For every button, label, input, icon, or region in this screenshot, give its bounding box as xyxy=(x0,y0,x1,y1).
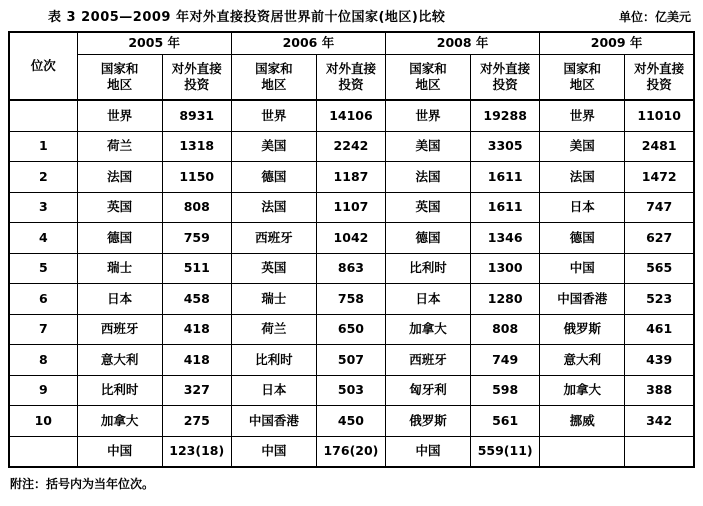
subheader-line1: 国家和 xyxy=(563,61,602,77)
table-row xyxy=(9,314,694,345)
cell-country: 中国 xyxy=(77,436,162,467)
cell-value: 559(11) xyxy=(471,436,540,467)
cell-country: 英国 xyxy=(77,192,162,223)
cell-value: 565 xyxy=(625,253,694,284)
cell-country: 西班牙 xyxy=(386,345,471,376)
cell-value: 1318 xyxy=(162,131,231,162)
subheader-line1: 对外直接 xyxy=(171,61,222,77)
cell-value: 275 xyxy=(162,406,231,437)
cell-value: 1300 xyxy=(471,253,540,284)
table-row xyxy=(9,253,694,284)
cell-value: 3305 xyxy=(471,131,540,162)
cell-country: 法国 xyxy=(77,162,162,193)
cell-value: 503 xyxy=(316,375,385,406)
table-row xyxy=(9,100,694,131)
row-rank: 5 xyxy=(9,253,77,284)
cell-value: 758 xyxy=(316,284,385,315)
subheader-value-2006 xyxy=(316,54,385,100)
cell-value: 1187 xyxy=(316,162,385,193)
cell-country: 世界 xyxy=(77,100,162,131)
cell-value: 507 xyxy=(316,345,385,376)
cell-country: 日本 xyxy=(386,284,471,315)
cell-value: 650 xyxy=(316,314,385,345)
cell-value: 2481 xyxy=(625,131,694,162)
table-title-row xyxy=(8,6,695,25)
cell-country: 加拿大 xyxy=(386,314,471,345)
cell-value: 458 xyxy=(162,284,231,315)
subheader-line2: 投资 xyxy=(184,76,210,92)
cell-value: 1042 xyxy=(316,223,385,254)
cell-value: 1346 xyxy=(471,223,540,254)
cell-value: 342 xyxy=(625,406,694,437)
table-row xyxy=(9,131,694,162)
table-header xyxy=(9,32,694,100)
table-row xyxy=(9,375,694,406)
cell-value xyxy=(625,436,694,467)
cell-country: 匈牙利 xyxy=(386,375,471,406)
cell-value: 627 xyxy=(625,223,694,254)
comparison-table xyxy=(8,31,695,468)
cell-value: 418 xyxy=(162,345,231,376)
cell-country: 意大利 xyxy=(540,345,625,376)
subheader-line1: 国家和 xyxy=(255,61,293,77)
cell-value: 759 xyxy=(162,223,231,254)
row-rank: 1 xyxy=(9,131,77,162)
cell-country: 瑞士 xyxy=(77,253,162,284)
cell-value: 749 xyxy=(471,345,540,376)
cell-country: 法国 xyxy=(540,162,625,193)
cell-value: 523 xyxy=(625,284,694,315)
row-rank: 7 xyxy=(9,314,77,345)
cell-country: 日本 xyxy=(540,192,625,223)
table-body xyxy=(9,100,694,467)
table-row xyxy=(9,406,694,437)
cell-country: 西班牙 xyxy=(231,223,316,254)
cell-value: 1280 xyxy=(471,284,540,315)
cell-country: 德国 xyxy=(77,223,162,254)
header-row-subheaders xyxy=(9,54,694,100)
row-rank xyxy=(9,436,77,467)
cell-country: 俄罗斯 xyxy=(540,314,625,345)
subheader-value-2005 xyxy=(162,54,231,100)
row-rank: 3 xyxy=(9,192,77,223)
subheader-line2: 投资 xyxy=(338,76,364,92)
cell-value: 123(18) xyxy=(162,436,231,467)
cell-value: 1472 xyxy=(625,162,694,193)
cell-value: 2242 xyxy=(316,131,385,162)
cell-value: 327 xyxy=(162,375,231,406)
subheader-country-2009 xyxy=(540,54,625,100)
row-rank: 6 xyxy=(9,284,77,315)
cell-country: 比利时 xyxy=(386,253,471,284)
row-rank: 4 xyxy=(9,223,77,254)
cell-value: 808 xyxy=(471,314,540,345)
cell-country: 比利时 xyxy=(77,375,162,406)
row-rank: 8 xyxy=(9,345,77,376)
cell-value: 808 xyxy=(162,192,231,223)
cell-value: 1611 xyxy=(471,162,540,193)
cell-country: 英国 xyxy=(386,192,471,223)
cell-value: 863 xyxy=(316,253,385,284)
cell-country: 挪威 xyxy=(540,406,625,437)
cell-country xyxy=(540,436,625,467)
cell-value: 598 xyxy=(471,375,540,406)
cell-country: 法国 xyxy=(386,162,471,193)
subheader-line2: 投资 xyxy=(492,76,518,92)
table-row xyxy=(9,162,694,193)
subheader-line1: 对外直接 xyxy=(325,61,376,77)
subheader-line1: 国家和 xyxy=(409,61,447,77)
table-row xyxy=(9,223,694,254)
cell-country: 西班牙 xyxy=(77,314,162,345)
subheader-line2: 地区 xyxy=(261,76,287,92)
cell-value: 19288 xyxy=(471,100,540,131)
subheader-line2: 地区 xyxy=(569,76,595,92)
cell-value: 461 xyxy=(625,314,694,345)
subheader-value-2008 xyxy=(471,54,540,100)
subheader-line2: 地区 xyxy=(107,76,133,92)
unit-label: 单位：亿美元 xyxy=(618,10,691,24)
row-rank: 2 xyxy=(9,162,77,193)
cell-country: 中国 xyxy=(540,253,625,284)
subheader-line2: 地区 xyxy=(415,76,441,92)
cell-country: 英国 xyxy=(231,253,316,284)
cell-country: 荷兰 xyxy=(77,131,162,162)
cell-value: 1150 xyxy=(162,162,231,193)
subheader-line1: 对外直接 xyxy=(634,61,685,77)
cell-country: 日本 xyxy=(231,375,316,406)
table-row-china xyxy=(9,436,694,467)
cell-country: 比利时 xyxy=(231,345,316,376)
header-year-2009: 2009 年 xyxy=(540,32,694,54)
cell-value: 388 xyxy=(625,375,694,406)
cell-country: 荷兰 xyxy=(231,314,316,345)
cell-country: 中国 xyxy=(231,436,316,467)
cell-value: 1107 xyxy=(316,192,385,223)
cell-value: 176(20) xyxy=(316,436,385,467)
cell-country: 加拿大 xyxy=(77,406,162,437)
cell-country: 世界 xyxy=(540,100,625,131)
header-year-2008: 2008 年 xyxy=(386,32,540,54)
cell-country: 中国 xyxy=(386,436,471,467)
cell-country: 中国香港 xyxy=(231,406,316,437)
cell-value: 511 xyxy=(162,253,231,284)
cell-country: 美国 xyxy=(231,131,316,162)
header-year-2006: 2006 年 xyxy=(231,32,385,54)
cell-value: 14106 xyxy=(316,100,385,131)
cell-country: 俄罗斯 xyxy=(386,406,471,437)
subheader-country-2006 xyxy=(231,54,316,100)
header-row-years xyxy=(9,32,694,54)
cell-value: 561 xyxy=(471,406,540,437)
cell-country: 中国香港 xyxy=(540,284,625,315)
cell-country: 日本 xyxy=(77,284,162,315)
subheader-line2: 投资 xyxy=(646,76,672,92)
cell-value: 11010 xyxy=(625,100,694,131)
row-rank: 9 xyxy=(9,375,77,406)
cell-value: 8931 xyxy=(162,100,231,131)
table-row xyxy=(9,284,694,315)
cell-country: 德国 xyxy=(386,223,471,254)
table-row xyxy=(9,192,694,223)
cell-country: 德国 xyxy=(231,162,316,193)
row-rank xyxy=(9,100,77,131)
cell-value: 439 xyxy=(625,345,694,376)
cell-country: 意大利 xyxy=(77,345,162,376)
cell-value: 1611 xyxy=(471,192,540,223)
subheader-country-2005 xyxy=(77,54,162,100)
cell-country: 法国 xyxy=(231,192,316,223)
cell-value: 450 xyxy=(316,406,385,437)
header-year-2005: 2005 年 xyxy=(77,32,231,54)
cell-country: 美国 xyxy=(386,131,471,162)
table-footnote: 附注：括号内为当年位次。 xyxy=(10,477,155,491)
cell-country: 世界 xyxy=(231,100,316,131)
header-rank: 位次 xyxy=(9,32,77,100)
cell-country: 加拿大 xyxy=(540,375,625,406)
cell-country: 瑞士 xyxy=(231,284,316,315)
cell-country: 德国 xyxy=(540,223,625,254)
subheader-line1: 对外直接 xyxy=(480,61,531,77)
cell-value: 747 xyxy=(625,192,694,223)
cell-country: 世界 xyxy=(386,100,471,131)
cell-value: 418 xyxy=(162,314,231,345)
table-row xyxy=(9,345,694,376)
subheader-country-2008 xyxy=(386,54,471,100)
subheader-line1: 国家和 xyxy=(100,61,139,77)
page-title: 表 3 2005—2009 年对外直接投资居世界前十位国家(地区)比较 xyxy=(48,10,446,25)
cell-country: 美国 xyxy=(540,131,625,162)
subheader-value-2009 xyxy=(625,54,694,100)
row-rank: 10 xyxy=(9,406,77,437)
